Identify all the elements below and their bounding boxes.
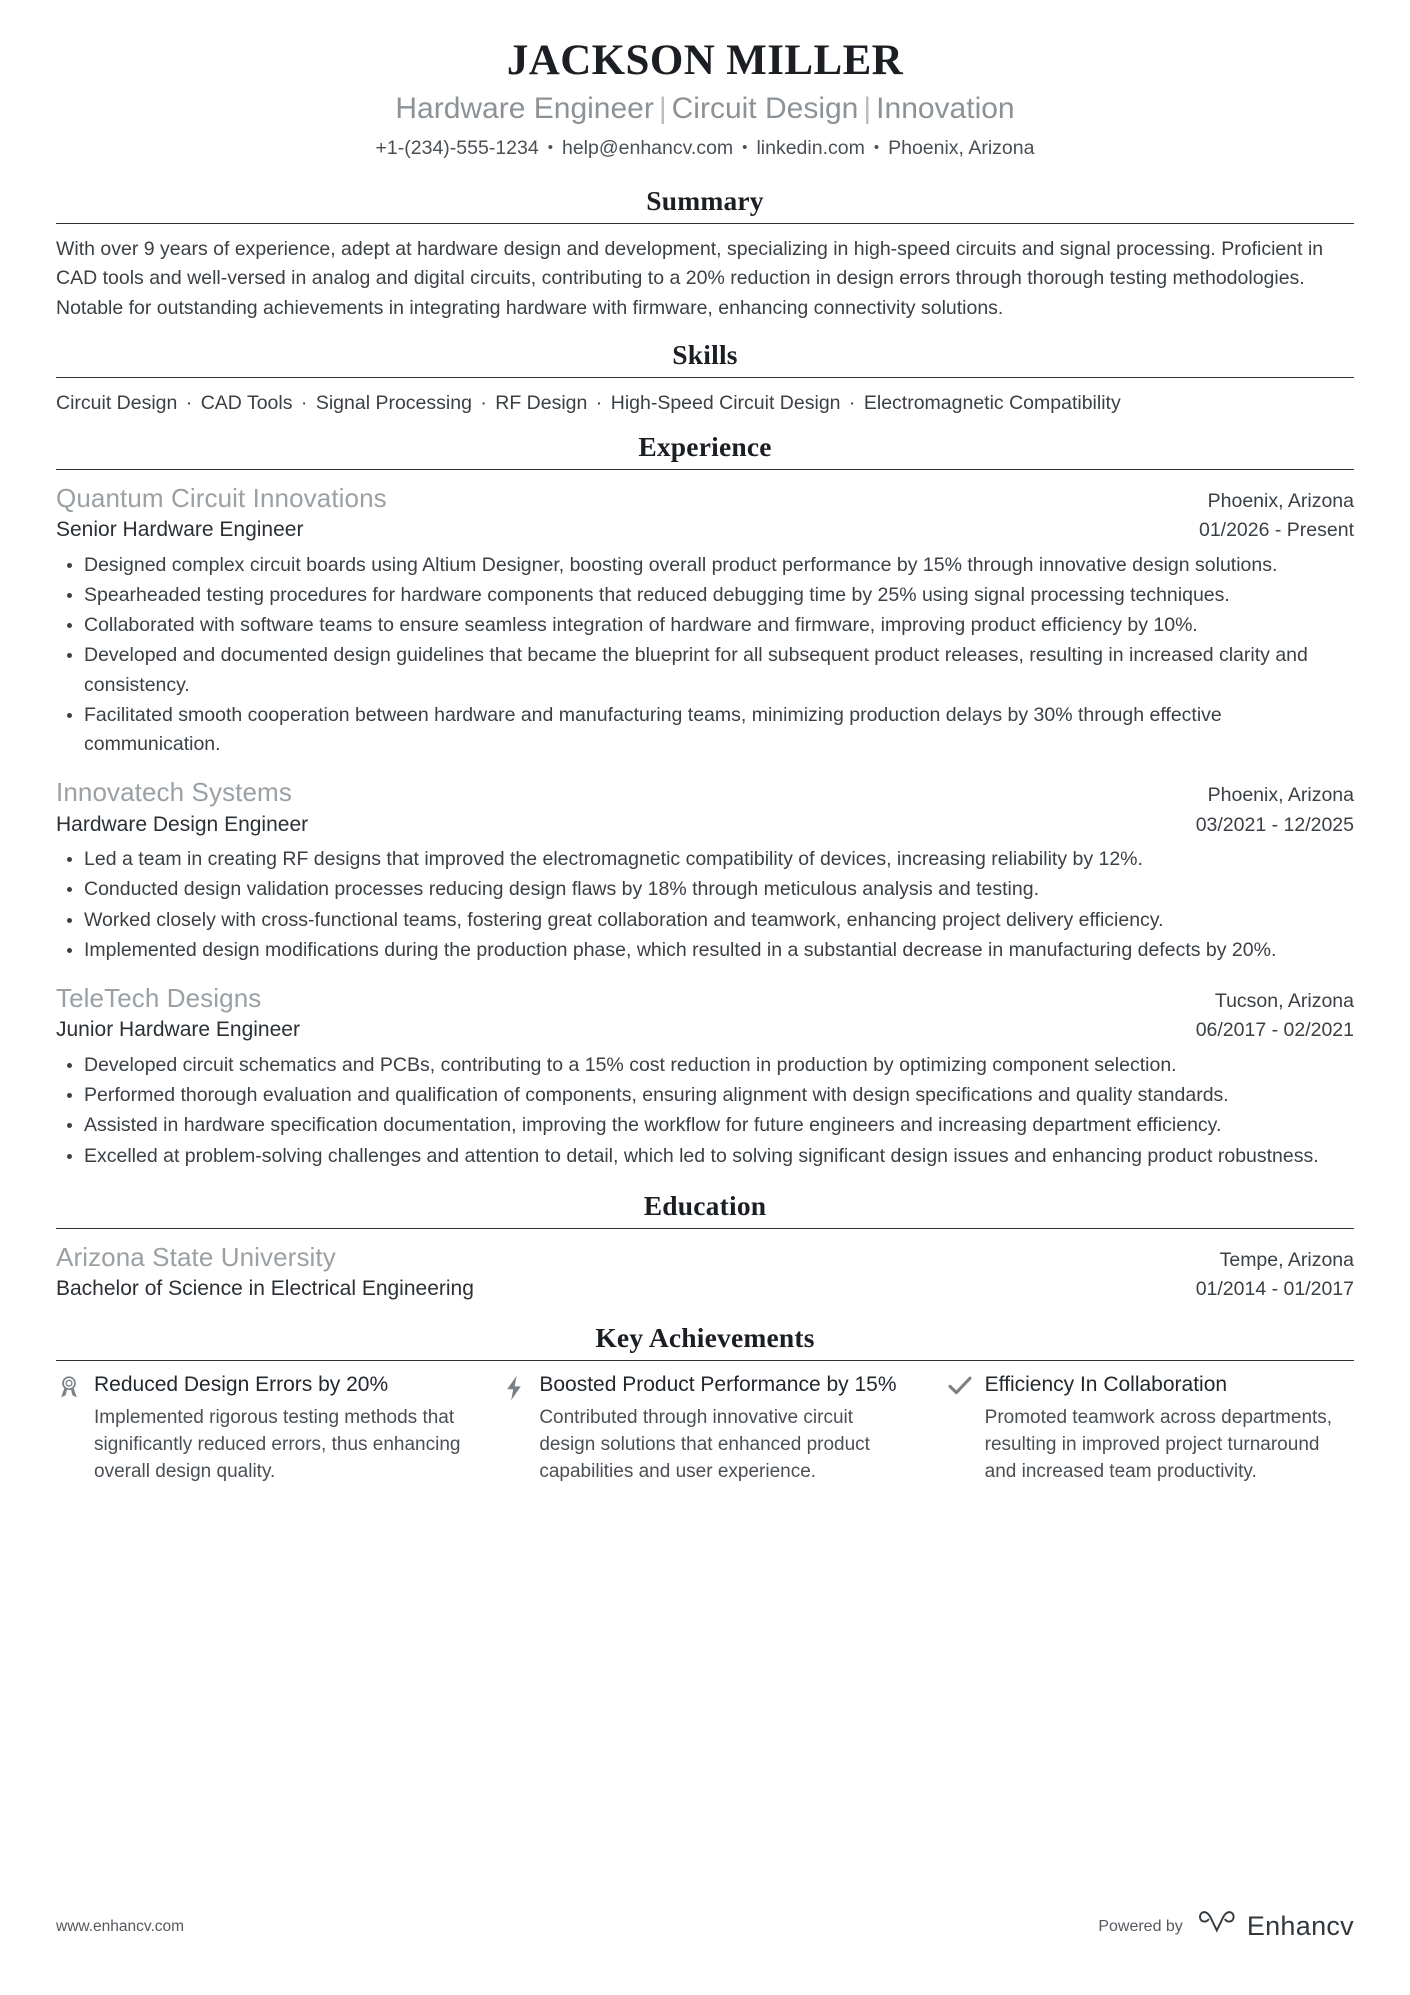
key-achievement-body	[539, 1372, 908, 1486]
degree-title: Bachelor of Science in Electrical Engineering	[56, 1277, 474, 1301]
responsibility-item: Excelled at problem-solving challenges and attention to detail, which led to solving significant design issues and enhancing product robustness.	[81, 1142, 1354, 1171]
responsibility-item: Conducted design validation processes reducing design flaws by 18% through meticulous analysis and testing.	[81, 875, 1354, 904]
responsibility-item: Designed complex circuit boards using Altium Designer, boosting overall product performance by 15% through innovative design solutions.	[81, 551, 1354, 580]
experience-entry	[56, 481, 1354, 759]
check-mark-icon	[947, 1372, 973, 1397]
skills-list	[56, 389, 1354, 418]
headline-part-1: Circuit Design	[671, 92, 859, 126]
experience-company-row	[56, 481, 1354, 515]
responsibility-item: Led a team in creating RF designs that improved the electromagnetic compatibility of devices, increasing reliability by 12%.	[81, 845, 1354, 874]
skill-separator-icon: ·	[843, 391, 861, 414]
company-location: Tucson, Arizona	[1214, 990, 1354, 1013]
footer-website-link[interactable]: www.enhancv.com	[56, 1917, 185, 1935]
job-title: Junior Hardware Engineer	[56, 1018, 300, 1042]
section-key-achievements	[56, 1321, 1354, 1486]
contact-line	[56, 136, 1354, 161]
summary-text: With over 9 years of experience, adept at hardware design and development, specializing in high-speed circuits and signal processing. Proficient in CAD tools and well-versed in analog and digital circuits, contributing to a 20% reduction in design errors through thorough testing methodologies. Notable for outstanding achievements in integrating hardware with firmware, enhancing connectivity solutions.	[56, 237, 1324, 320]
company-name: Innovatech Systems	[56, 777, 292, 808]
experience-company-row	[56, 981, 1354, 1015]
headline-separator: |	[863, 92, 872, 126]
skill-separator-icon: ·	[590, 391, 608, 414]
responsibility-item: Implemented design modifications during the production phase, which resulted in a substantial decrease in manufacturing defects by 20%.	[81, 936, 1354, 965]
section-divider	[56, 223, 1354, 224]
section-title-key-achievements: Key Achievements	[595, 1322, 815, 1354]
key-achievement-title: Boosted Product Performance by 15%	[539, 1373, 897, 1397]
company-name: TeleTech Designs	[56, 983, 262, 1014]
experience-entry	[56, 981, 1354, 1171]
contact-separator-icon: •	[873, 139, 880, 157]
key-achievement-description: Contributed through innovative circuit design solutions that enhanced product capabilities and user experience.	[539, 1407, 870, 1483]
responsibility-list	[56, 1051, 1354, 1171]
experience-role-row	[56, 515, 1354, 544]
education-school-row	[56, 1240, 1354, 1274]
key-achievement-description: Promoted teamwork across departments, resulting in improved project turnaround and increased team productivity.	[984, 1407, 1333, 1483]
enhancv-logo	[1196, 1910, 1354, 1943]
page-footer	[56, 1910, 1354, 1943]
candidate-headline	[56, 91, 1354, 127]
experience-company-row	[56, 775, 1354, 809]
school-location: Tempe, Arizona	[1219, 1248, 1354, 1271]
responsibility-item: Developed circuit schematics and PCBs, contributing to a 15% cost reduction in production by optimizing component selection.	[81, 1051, 1354, 1080]
powered-by-label: Powered by	[1098, 1917, 1183, 1935]
section-title-education: Education	[643, 1189, 767, 1221]
key-achievement-body	[985, 1372, 1354, 1486]
lightning-bolt-icon	[501, 1372, 527, 1401]
job-title: Senior Hardware Engineer	[56, 518, 304, 542]
contact-location: Phoenix, Arizona	[888, 137, 1035, 160]
key-achievement-body	[94, 1372, 463, 1486]
experience-entries	[56, 481, 1354, 1171]
key-achievement-item	[947, 1372, 1354, 1486]
enhancv-wordmark: Enhancv	[1246, 1911, 1354, 1941]
company-location: Phoenix, Arizona	[1207, 784, 1354, 807]
key-achievement-title: Efficiency In Collaboration	[984, 1373, 1228, 1397]
section-divider	[56, 377, 1354, 378]
responsibility-item: Developed and documented design guidelines that became the blueprint for all subsequent product releases, resulting in increased clarity and consistency.	[81, 641, 1354, 700]
key-achievement-description: Implemented rigorous testing methods that significantly reduced errors, thus enhancing overall design quality.	[94, 1407, 461, 1483]
contact-separator-icon: •	[547, 139, 553, 157]
skill-item: High-Speed Circuit Design	[610, 391, 841, 414]
key-achievement-title: Reduced Design Errors by 20%	[94, 1373, 389, 1397]
experience-role-row	[56, 1015, 1354, 1044]
employment-dates: 03/2021 - 12/2025	[1195, 813, 1354, 836]
resume-header	[56, 36, 1354, 162]
skill-separator-icon: ·	[180, 391, 198, 414]
headline-separator: |	[658, 92, 667, 126]
experience-entry	[56, 775, 1354, 965]
skill-item: RF Design	[495, 391, 588, 414]
key-achievements-grid	[56, 1372, 1354, 1486]
section-summary	[56, 184, 1354, 324]
key-achievement-item	[501, 1372, 908, 1486]
key-achievement-item	[56, 1372, 463, 1486]
section-skills	[56, 338, 1354, 418]
responsibility-item: Facilitated smooth cooperation between hardware and manufacturing teams, minimizing production delays by 30% through effective communication.	[81, 701, 1354, 760]
skill-separator-icon: ·	[474, 391, 493, 414]
responsibility-list	[56, 551, 1354, 760]
responsibility-item: Performed thorough evaluation and qualification of components, ensuring alignment with design specifications and quality standards.	[81, 1081, 1354, 1110]
education-dates: 01/2014 - 01/2017	[1195, 1278, 1354, 1301]
enhancv-mark-icon	[1196, 1910, 1238, 1943]
education-entries	[56, 1240, 1354, 1304]
section-education	[56, 1189, 1354, 1304]
skill-separator-icon: ·	[295, 391, 313, 414]
company-name: Quantum Circuit Innovations	[56, 482, 387, 513]
section-divider	[56, 469, 1354, 470]
employment-dates: 06/2017 - 02/2021	[1195, 1019, 1354, 1042]
section-experience	[56, 430, 1354, 1171]
responsibility-item: Assisted in hardware specification documentation, improving the workflow for future engineers and increasing department efficiency.	[81, 1111, 1354, 1140]
headline-part-2: Innovation	[876, 92, 1015, 126]
skill-item: CAD Tools	[200, 391, 293, 414]
footer-branding	[1098, 1910, 1354, 1943]
responsibility-item: Worked closely with cross-functional teams, fostering great collaboration and teamwork, enhancing project delivery efficiency.	[81, 906, 1354, 935]
section-divider	[56, 1360, 1354, 1361]
education-degree-row	[56, 1274, 1354, 1303]
skill-item: Circuit Design	[56, 391, 178, 414]
employment-dates: 01/2026 - Present	[1198, 519, 1354, 542]
job-title: Hardware Design Engineer	[56, 812, 309, 836]
education-entry	[56, 1240, 1354, 1304]
award-ribbon-icon	[56, 1372, 82, 1399]
section-divider	[56, 1228, 1354, 1229]
contact-phone: +1-(234)-555-1234	[375, 137, 539, 160]
section-title-skills: Skills	[672, 338, 738, 370]
responsibility-item: Spearheaded testing procedures for hardware components that reduced debugging time by 25% using signal processing techniques.	[81, 581, 1354, 610]
skill-item: Signal Processing	[315, 391, 472, 414]
headline-part-0: Hardware Engineer	[395, 92, 654, 126]
responsibility-list	[56, 845, 1354, 965]
contact-linkedin[interactable]: linkedin.com	[756, 137, 865, 160]
contact-separator-icon: •	[742, 139, 748, 157]
section-title-experience: Experience	[638, 430, 772, 462]
responsibility-item: Collaborated with software teams to ensure seamless integration of hardware and firmware, improving product efficiency by 10%.	[81, 611, 1354, 640]
skill-item: Electromagnetic Compatibility	[863, 391, 1121, 414]
experience-role-row	[56, 810, 1354, 839]
school-name: Arizona State University	[56, 1241, 336, 1272]
section-title-summary: Summary	[646, 184, 764, 216]
candidate-name: JACKSON MILLER	[506, 37, 904, 84]
contact-email[interactable]: help@enhancv.com	[561, 137, 734, 160]
company-location: Phoenix, Arizona	[1207, 489, 1354, 512]
